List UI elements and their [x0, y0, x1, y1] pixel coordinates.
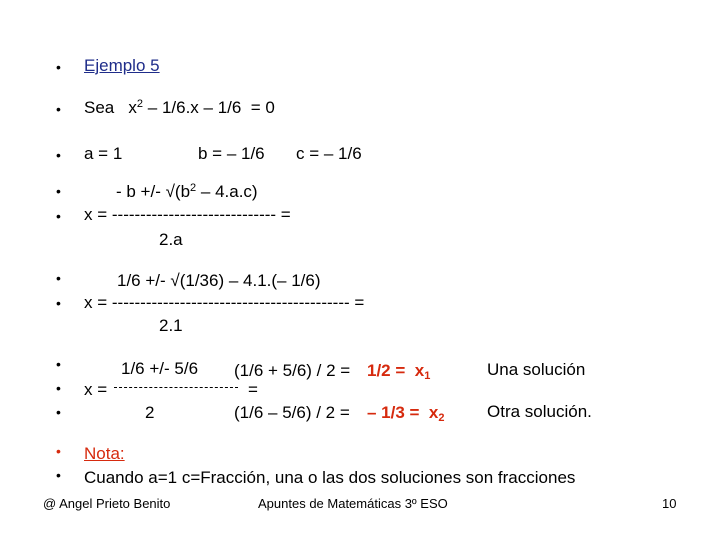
bullet: • — [56, 147, 61, 163]
equation: Sea $x^2 - 1/6.x - 1/6 = 0$ — [84, 98, 275, 117]
bullet: • — [56, 295, 61, 311]
slide-title: Ejemplo 5 — [84, 56, 160, 75]
nota-text: Cuando a=1 c=Fracción, una o las dos soluciones son fracciones — [84, 468, 576, 487]
subst-numerator: 1/6 +/- √(1/36) – 4.1.(– 1/6) — [117, 271, 321, 290]
bullet: • — [56, 270, 61, 286]
solution-2-value: – $1/3 = x_2$ — [367, 403, 445, 424]
coef-a: a = 1 — [84, 144, 123, 163]
formula-numerator: - b +/- $√(b^2 - 4.a.c)$ — [116, 182, 258, 201]
result-denominator: 2 — [145, 403, 155, 422]
coef-b: b = – 1/6 — [198, 144, 265, 163]
bullet: • — [56, 59, 61, 75]
bullet: • — [56, 380, 61, 396]
bullet: • — [56, 183, 61, 199]
solution-2-note: Otra solución. — [487, 402, 592, 421]
subst-denominator: 2.1 — [159, 316, 183, 335]
result-eq-sign: = — [248, 380, 258, 399]
solution-1-note: Una solución — [487, 360, 586, 379]
nota-label: Nota: — [84, 444, 125, 463]
solution-1-value: $1/2 = x_1$ — [367, 361, 431, 382]
subst-line: x = ------------------------------------------ = — [84, 293, 365, 312]
fraction-dash — [114, 387, 238, 388]
bullet: • — [56, 208, 61, 224]
bullet: • — [56, 443, 61, 459]
solution-1-expr: (1/6 + 5/6) / 2 = — [234, 361, 351, 380]
formula-line: x = ----------------------------- = — [84, 205, 291, 224]
result-numerator: 1/6 +/- 5/6 — [121, 359, 199, 378]
footer-author: @ Angel Prieto Benito — [43, 496, 171, 511]
bullet: • — [56, 356, 61, 372]
formula-denominator: 2.a — [159, 230, 183, 249]
footer-course: Apuntes de Matemáticas 3º ESO — [258, 496, 448, 511]
page-number: 10 — [662, 496, 677, 511]
bullet: • — [56, 101, 61, 117]
result-x-label: x = — [84, 380, 108, 399]
bullet: • — [56, 404, 61, 420]
bullet: • — [56, 467, 61, 483]
solution-2-expr: (1/6 – 5/6) / 2 = — [234, 403, 350, 422]
coef-c: c = – 1/6 — [296, 144, 362, 163]
